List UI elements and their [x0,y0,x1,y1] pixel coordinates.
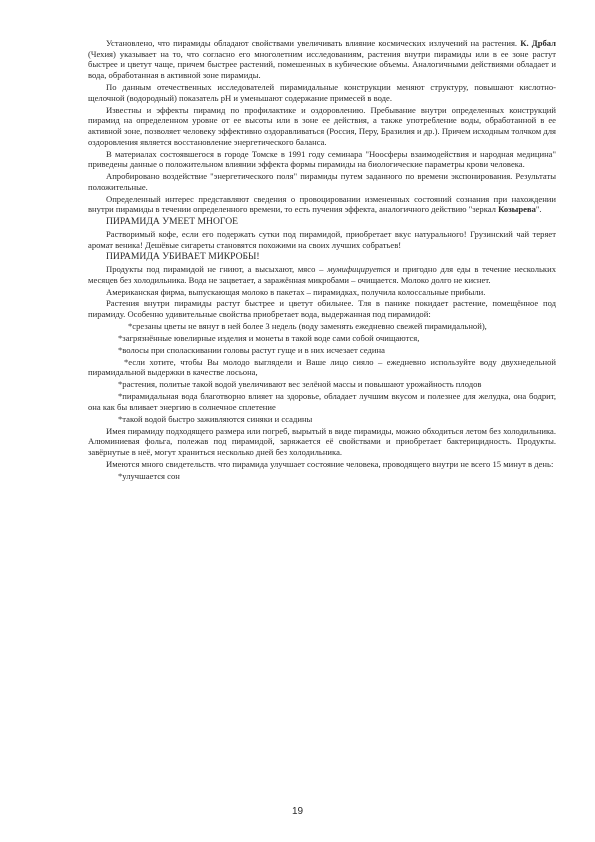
bold-name: Козырева [498,204,536,215]
section-heading: ПИРАМИДА УБИВАЕТ МИКРОБЫ! [106,251,260,263]
body-paragraph [88,171,556,192]
text-run: и пригодно для еды в течение нескольких месяцев без холодильника. Вода не зацветает, а заражённая микробами – очищается. Молоко долго не киснет. [88,263,556,285]
text-run: *загрязнённые ювелирные изделия и монеты в такой воде сами собой очищаются, [118,332,420,343]
bullet-item [88,321,556,332]
bold-name: К. Дрбал [520,38,556,48]
text-run: *пирамидальная вода благотворно влияет на здоровье, обладает лучшим вкусом и полезнее для желудка, она бодрит, она как бы вливает энергию в солнечное сплетение [88,391,556,412]
text-run: *улучшается сон [118,470,180,481]
text-run: *растения, политые такой водой увеличивают вес зелёной массы и повышают урожайность плодов [118,379,482,390]
body-paragraph [88,105,556,148]
body-paragraph [88,194,556,215]
section-heading: ПИРАМИДА УМЕЕТ МНОГОЕ [106,216,239,228]
body-paragraph [88,426,556,458]
bullet-item [88,391,556,412]
bullet-item [88,357,556,378]
bullet-item [88,345,556,356]
body-paragraph [88,38,556,81]
page-body [88,38,556,483]
text-run: Продукты под пирамидой не гниют, а высыхают, мясо – [106,263,328,274]
text-run: (Чехия) указывает на то, что согласно его многолетним исследованиям, растения внутри пирамиды или в ее зоне растут быстрее и цветут чаще, причем быстрее растений, помешенных в кубические объемы. Аналогичными действиями обладает и вода, обработанная в активной зоне пирамиды. [88,48,556,81]
body-paragraph [88,149,556,170]
italic-term: мумифицируется [327,263,391,274]
bullet-item [88,379,556,390]
bullet-item [88,414,556,425]
text-run: Определенный интерес представляют сведения о провоцировании измененных состояний сознания при нахождении внутри пирамиды в течении определенного времени, то есть пучения эффекта, аналогичного действию "зеркал [88,193,556,215]
text-run: *такой водой быстро заживляются синяки и ссадины [118,413,313,424]
page-number: 19 [291,806,304,817]
body-paragraph [88,298,556,319]
text-run: Известны и эффекты пирамид по профилактике и оздоровлению. Пребывание внутри определенных конструкций пирамид на определенном уровне от ее высоты или в зоне ее действия, а также употребление воды, обработанной в ее активной зоне, позволяет человеку эффективно оздоравливаться (Россия, Перу, Бразилия и др.). Причем исходным толчком для оздоровления является восстановление энергетического баланса. [88,104,556,147]
text-run: *волосы при споласкивании головы растут гуще и в них исчезает седина [118,344,385,355]
text-run: *если хотите, чтобы Вы молодо выглядели и Ваше лицо сияло – ежедневно используйте воду двухнедельной пирамидальной выдержки в качестве лосьона, [88,356,556,378]
body-paragraph [88,82,556,103]
text-run: Установлено, что пирамиды обладают свойствами увеличивать влияние космических излучений на растения. [106,38,521,48]
bullet-item [88,471,556,482]
body-paragraph [88,459,556,470]
text-run: Растворимый кофе, если его подержать сутки под пирамидой, приобретает вкус натурального! Грузинский чай теряет аромат веника! Дешёвые сигареты становятся похожими на своих лучших собратьев! [88,228,556,250]
body-paragraph [88,229,556,250]
text-run: Апробировано воздействие "энергетического поля" пирамиды путем заданного по времени экспонирования. Результаты положительные. [88,171,556,192]
text-run: Имеются много свидетельств. что пирамида улучшает состояние человека, проводящего внутри не всего 15 минут в день: [106,458,554,469]
text-run: ". [535,204,542,215]
text-run: Американская фирма, выпускающая молоко в пакетах – пирамидках, получила колоссальные прибыли. [106,286,486,297]
text-run: Растения внутри пирамиды растут быстрее и цветут обильнее. Тля в панике покидает растение, помещённое под пирамиду. Особенно удивительные свойства приобретает вода, выдержанная под пирамидой: [88,298,556,320]
text-run: *срезаны цветы не вянут в ней более 3 недель (воду заменять ежедневно свежей пирамидальной), [128,321,487,332]
text-run: По данным отечественных исследователей пирамидальные конструкции меняют структуру, повышают кислотно-щелочной (водородный) показатель рН и уменьшают содержание примесей в воде. [88,82,556,103]
bullet-item [88,333,556,344]
body-paragraph [88,287,556,298]
text-run: Имея пирамиду подходящего размера или погреб, вырытый в виде пирамиды, можно обходиться летом без холодильника. Алюминиевая фольга, полежав под пирамидой, заряжается её свойствами и приобретает бактерицидность. Продукты. завёрнутые в неё, могут храниться несколько дней без холодильника. [88,425,556,458]
body-paragraph [88,264,556,285]
text-run: В материалах состоявшегося в городе Томске в 1991 году семинара "Ноосферы взаимодействия и народная медицина" приведены данные о положительном влиянии эффекта формы пирамиды на биологические параметры крови человека. [88,148,556,170]
